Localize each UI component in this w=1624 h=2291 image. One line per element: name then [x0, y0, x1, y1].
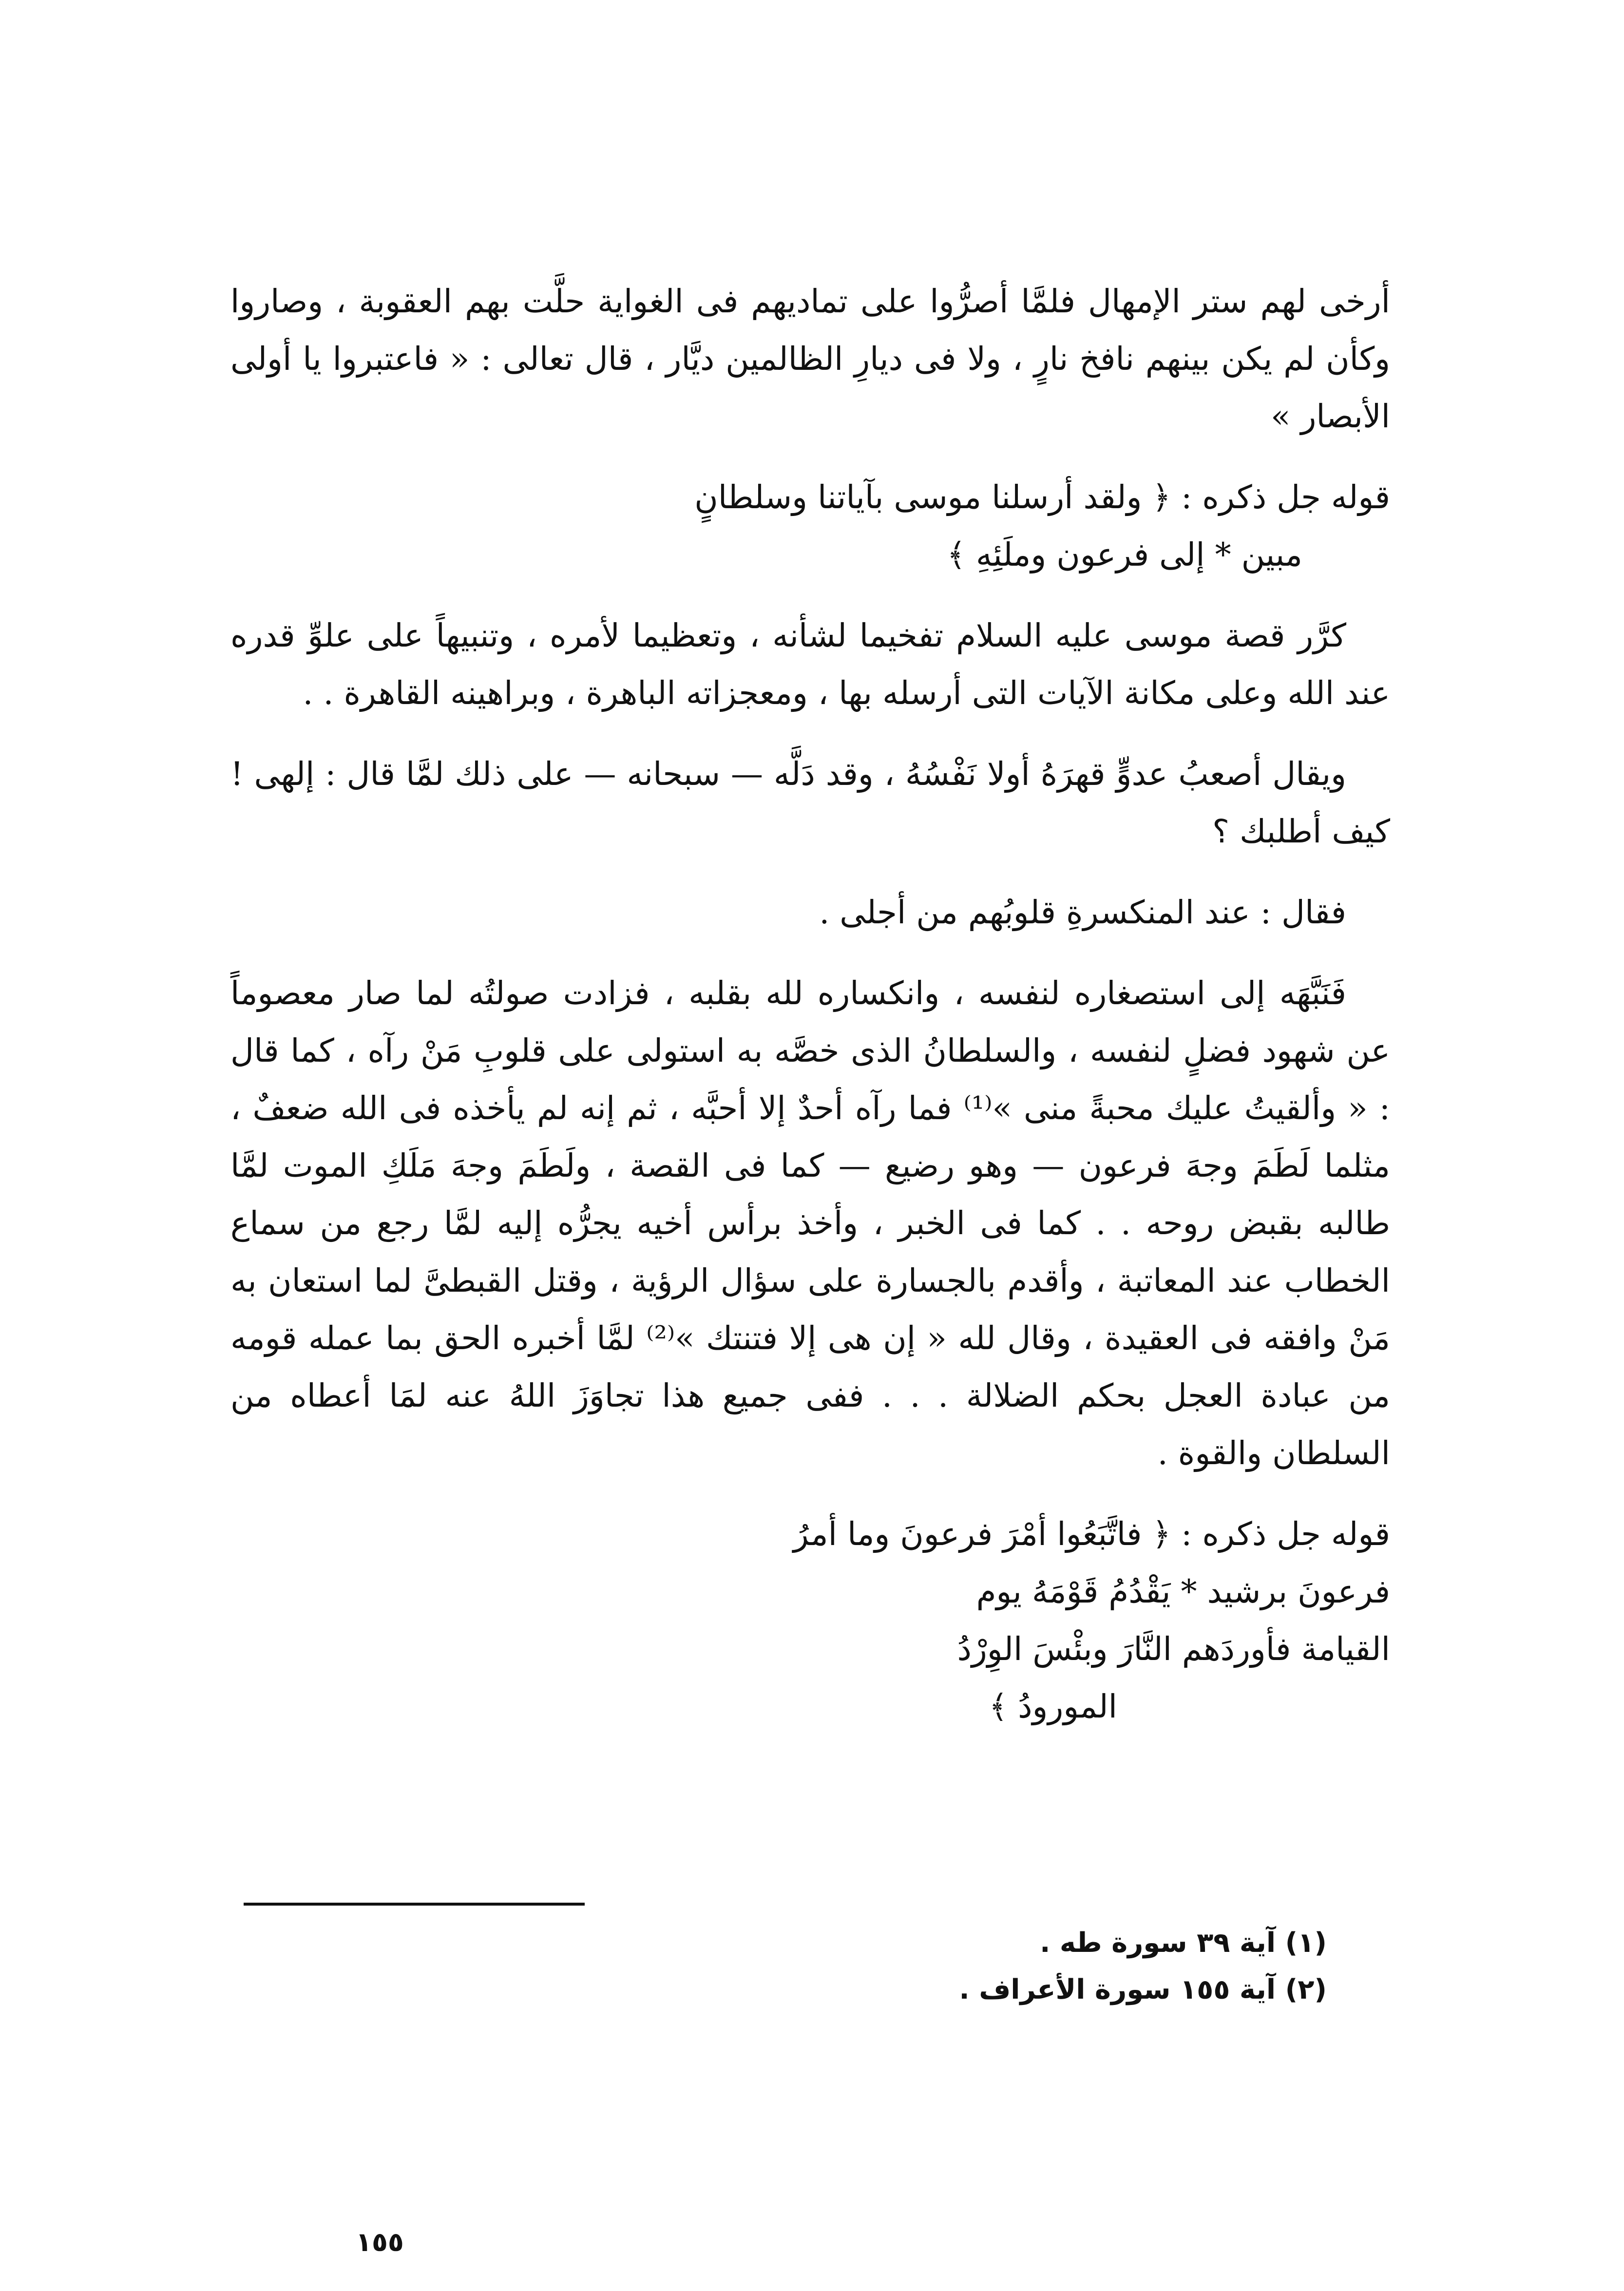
page-body [230, 273, 1390, 1759]
verse-line: مبين * إلى فرعون وملَئِهِ ﴾ [947, 536, 1302, 573]
verse-line: المورودُ ﴾ [989, 1688, 1117, 1725]
verse-line: قوله جل ذكره : ﴿ ولقد أرسلنا موسى بآياتنا وسلطانٍ [694, 478, 1390, 516]
footnote-divider [244, 1903, 585, 1906]
paragraph: فَنَبَّهَه إلى استصغاره لنفسه ، وانكساره لله بقلبه ، فزادت صولتُه لما صار معصوماً عن شهود فضلٍ لنفسه ، والسلطانُ الذى خصَّه به استولى على قلوبِ مَنْ رآه ، كما قال : « وألقيتُ عليك محبةً منى »⁽¹⁾ فما رآه أحدٌ إلا أحبَّه ، ثم إنه لم يأخذه فى الله ضعفٌ ، مثلما لَطَمَ وجهَ فرعون — وهو رضيع — كما فى القصة ، ولَطَمَ وجهَ مَلَكِ الموت لمَّا طالبه بقبض روحه . . كما فى الخبر ، وأخذ برأس أخيه يجرُّه إليه لمَّا رجع من سماع الخطاب عند المعاتبة ، وأقدم بالجسارة على سؤال الرؤية ، وقتل القبطىَّ لما استعان به مَنْ وافقه فى العقيدة ، وقال لله « إن هى إلا فتنتك »⁽²⁾ لمَّا أخبره الحق بما عمله قومه من عبادة العجل بحكم الضلالة . . . ففى جميع هذا تجاوَزَ اللهُ عنه لمَا أعطاه من السلطان والقوة . [230, 974, 1390, 1472]
verse-heading [230, 1506, 1390, 1736]
verse-line: فرعونَ برشيد * يَقْدُمُ قَوْمَهُ يوم [976, 1573, 1390, 1610]
footnote: (٢) آية ١٥٥ سورة الأعراف . [959, 1974, 1327, 2005]
verse-line: القيامة فأوردَهم النَّارَ وبئْسَ الوِرْدُ [957, 1630, 1390, 1668]
paragraph: ويقال أصعبُ عدوٍّ قهرَهُ أولا نَفْسُهُ ، وقد دَلَّه — سبحانه — على ذلك لمَّا قال : إلهى ! كيف أطلبك ؟ [230, 755, 1390, 850]
paragraph: كرَّر قصة موسى عليه السلام تفخيما لشأنه ، وتعظيما لأمره ، وتنبيهاً على علوِّ قدره عند الله وعلى مكانة الآيات التى أرسله بها ، ومعجزاته الباهرة ، وبراهينه القاهرة . . [230, 617, 1390, 712]
paragraph: أرخى لهم ستر الإمهال فلمَّا أصرُّوا على تماديهم فى الغواية حلَّت بهم العقوبة ، وصاروا وكأن لم يكن بينهم نافخ نارٍ ، ولا فى ديارِ الظالمين ديَّار ، قال تعالى : « فاعتبروا يا أولى الأبصار » [230, 283, 1390, 435]
page-number: ١٥٥ [356, 2227, 404, 2257]
verse-line: قوله جل ذكره : ﴿ فاتَّبَعُوا أمْرَ فرعونَ وما أمرُ [793, 1515, 1390, 1553]
footnotes [742, 1920, 1327, 2013]
footnote: (١) آية ٣٩ سورة طه . [1040, 1927, 1327, 1959]
verse-heading [230, 469, 1390, 584]
paragraph: فقال : عند المنكسرةِ قلوبُهم من أجلى . [819, 894, 1346, 931]
